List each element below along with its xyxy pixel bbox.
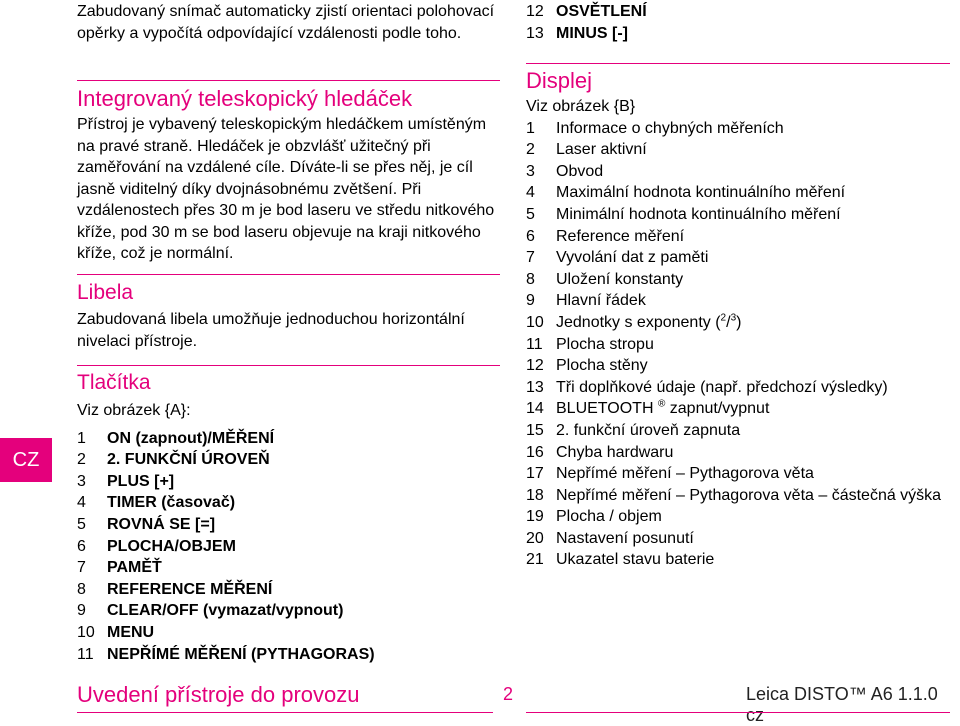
list-item (526, 161, 950, 183)
product-model: Leica DISTO™ A6 1.1.0 cz (746, 684, 938, 725)
section-rule (526, 63, 950, 64)
section-heading-level: Libela (77, 281, 134, 304)
list-item-label: MINUS [-] (556, 24, 628, 42)
language-tab: CZ (0, 438, 52, 482)
list-item-number: 1 (77, 429, 86, 447)
list-item-label (556, 312, 950, 334)
list-item-number: 5 (77, 515, 86, 533)
label-part: / (726, 313, 731, 331)
list-item-number: 17 (526, 465, 544, 483)
label-part: Jednotky s exponenty ( (556, 313, 721, 331)
list-item (526, 506, 950, 528)
list-item-label: 2. funkční úroveň zapnuta (556, 421, 741, 439)
list-item-label: OSVĚTLENÍ (556, 3, 647, 20)
list-item (526, 442, 950, 464)
list-item-number: 6 (77, 537, 86, 555)
footer-rule (77, 712, 493, 713)
list-item (526, 139, 950, 161)
list-item (77, 428, 500, 450)
list-item (77, 449, 500, 471)
list-item-number: 1 (526, 119, 535, 137)
list-item-number: 7 (526, 249, 535, 267)
buttons-list (77, 428, 500, 666)
list-item-label: CLEAR/OFF (vymazat/vypnout) (107, 602, 344, 620)
section-rule (77, 365, 500, 366)
list-item-label: MENU (107, 623, 155, 641)
list-item-label: ON (zapnout)/MĚŘENÍ (107, 429, 275, 447)
list-item-number: 2 (526, 141, 535, 159)
list-item-label: Obvod (556, 162, 604, 180)
list-item (77, 579, 500, 601)
list-item (526, 485, 950, 507)
list-item-label: Laser aktivní (556, 141, 647, 159)
label-part: 3 (730, 312, 737, 324)
list-item-label (556, 398, 950, 420)
list-item-number: 13 (526, 378, 544, 396)
list-item-number: 12 (526, 357, 544, 375)
section-rule (77, 274, 500, 275)
label-part: BLUETOOTH (556, 400, 658, 418)
list-item (77, 536, 500, 558)
list-item (77, 471, 500, 493)
list-item (526, 118, 950, 140)
list-item-number: 4 (526, 184, 535, 202)
list-item (526, 528, 950, 550)
list-item-number: 11 (526, 335, 543, 353)
list-item-label: PAMĚŤ (107, 559, 162, 577)
list-item-label: Minimální hodnota kontinuálního měření (556, 205, 841, 223)
list-item (526, 398, 950, 420)
list-item (77, 600, 500, 622)
list-item (526, 355, 950, 377)
list-item (526, 23, 950, 45)
list-item-label: TIMER (časovač) (107, 494, 236, 512)
list-item-label: Uložení konstanty (556, 270, 684, 288)
list-item (77, 557, 500, 579)
list-item (526, 204, 950, 226)
list-item (526, 1, 950, 23)
list-item-number: 14 (526, 400, 544, 418)
list-item-number: 5 (526, 205, 535, 223)
list-item-label: NEPŘÍMÉ MĚŘENÍ (PYTHAGORAS) (107, 645, 375, 663)
section-heading-buttons: Tlačítka (77, 371, 151, 394)
footer-section-title: Uvedení přístroje do provozu (77, 682, 360, 707)
list-item-label: Nastavení posunutí (556, 529, 694, 547)
list-item-number: 13 (526, 24, 544, 42)
list-item (526, 182, 950, 204)
telescope-paragraph: Přístroj je vybavený teleskopickým hledáčkem umístěným na pravé straně. Hledáček je obzvlášť užitečný při zaměřování na vzdálené cíle. Díváte-li se přes něj, je cíl jasně viditelný díky dvojnásobnému zvětšení. Při vzdálenostech přes 30 m je bod laseru ve středu nitkového kříže, pod 30 m se bod laseru objevuje na kraji nitkového kříže, což je normální. (77, 116, 495, 262)
list-item-label: 2. FUNKČNÍ ÚROVEŇ (107, 451, 270, 469)
list-item-label: Nepřímé měření – Pythagorova věta – částečná výška (556, 486, 942, 504)
list-item-label: Reference měření (556, 227, 685, 245)
list-item (526, 463, 950, 485)
list-item-label: Tři doplňkové údaje (např. předchozí výsledky) (556, 378, 888, 396)
page-number: 2 (503, 684, 514, 704)
list-item (526, 334, 950, 356)
list-item-label: Maximální hodnota kontinuálního měření (556, 184, 846, 202)
list-item (526, 247, 950, 269)
list-item (77, 622, 500, 644)
intro-paragraph: Zabudovaný snímač automaticky zjistí orientaci polohovací opěrky a vypočítá odpovídající vzdálenosti podle toho. (77, 3, 495, 42)
list-item (526, 226, 950, 248)
list-item-number: 4 (77, 494, 86, 512)
list-item-number: 3 (77, 472, 86, 490)
list-item-number: 2 (77, 451, 86, 469)
list-item (77, 644, 500, 666)
list-item-label: Plocha stropu (556, 335, 654, 353)
list-item-label: Plocha / objem (556, 508, 662, 526)
list-item-label: ROVNÁ SE [=] (107, 515, 216, 533)
list-item (526, 290, 950, 312)
list-item-number: 12 (526, 3, 544, 20)
list-item-number: 7 (77, 559, 86, 577)
list-item-number: 9 (526, 292, 535, 310)
buttons-list-continued (526, 1, 950, 44)
list-item-number: 20 (526, 529, 544, 547)
list-item-label: Informace o chybných měřeních (556, 119, 784, 137)
label-part: ® (657, 398, 666, 410)
list-item (77, 492, 500, 514)
list-item-number: 15 (526, 421, 544, 439)
list-item-number: 3 (526, 162, 535, 180)
list-item (77, 514, 500, 536)
section-heading-display: Displej (526, 68, 593, 93)
list-item-label: Chyba hardwaru (556, 443, 674, 461)
list-item-number: 16 (526, 443, 544, 461)
list-item-label: Plocha stěny (556, 357, 648, 375)
list-item (526, 420, 950, 442)
list-item-label: Vyvolání dat z paměti (556, 249, 709, 267)
list-item-number: 8 (526, 270, 535, 288)
label-part: zapnut/vypnut (665, 400, 770, 418)
list-item-number: 10 (77, 623, 95, 641)
list-item-number: 6 (526, 227, 535, 245)
list-item-number: 8 (77, 580, 86, 598)
list-item (526, 269, 950, 291)
section-rule (77, 80, 500, 81)
list-item (526, 377, 950, 399)
list-item-label: PLUS [+] (107, 472, 175, 490)
list-item-number: 11 (77, 645, 94, 663)
list-item-label: REFERENCE MĚŘENÍ (107, 580, 273, 598)
level-paragraph: Zabudovaná libela umožňuje jednoduchou horizontální nivelaci přístroje. (77, 311, 465, 350)
display-intro: Viz obrázek {B} (526, 98, 636, 115)
list-item-number: 18 (526, 486, 544, 504)
list-item-number: 10 (526, 313, 544, 331)
buttons-intro: Viz obrázek {A}: (77, 402, 191, 419)
list-item-number: 21 (526, 551, 544, 569)
list-item-label: Hlavní řádek (556, 292, 646, 310)
footer-rule (526, 712, 950, 713)
list-item-label: Nepřímé měření – Pythagorova věta (556, 465, 814, 483)
list-item-label: PLOCHA/OBJEM (107, 537, 236, 555)
section-heading-telescope: Integrovaný teleskopický hledáček (77, 86, 413, 111)
list-item (526, 549, 950, 571)
list-item-number: 9 (77, 602, 86, 620)
list-item (526, 312, 950, 334)
display-list (526, 118, 950, 571)
list-item-number: 19 (526, 508, 544, 526)
label-part: 2 (720, 312, 727, 324)
list-item-label: Ukazatel stavu baterie (556, 551, 715, 569)
label-part: ) (736, 313, 742, 331)
